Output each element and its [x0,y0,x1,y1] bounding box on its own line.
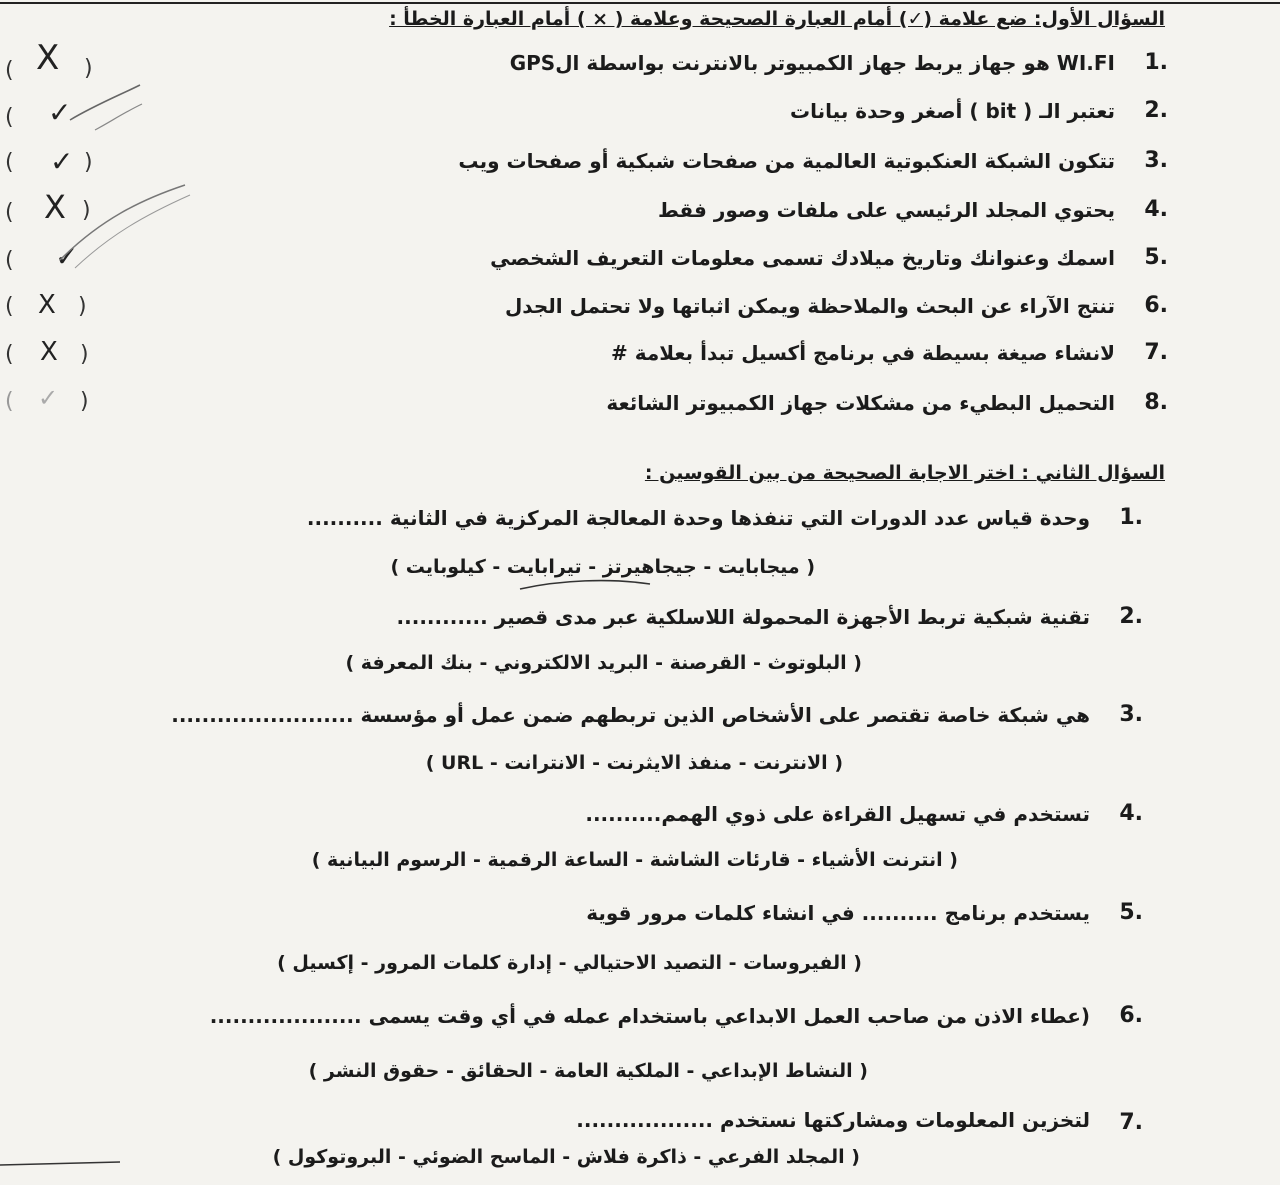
section1-item-number: 6. [1144,293,1168,318]
section1-item-text: GPSهو جهاز يربط جهاز الكمبيوتر بالانترنت بواسطة ال WI.FI [509,51,1115,75]
pencil-stroke [60,185,185,260]
pencil-stroke [95,104,142,130]
section1-item-text: التحميل البطيء من مشكلات جهاز الكمبيوتر الشائعة [606,391,1115,415]
pencil-stroke [70,85,140,120]
section1-item-number: 5. [1144,245,1168,270]
section1-heading: السؤال الأول: ضع علامة (✓) أمام العبارة الصحيحة وعلامة ( × ) أمام العبارة الخطأ : [389,8,1165,30]
section2-options: ( الفيروسات - التصيد الاحتيالي - إدارة كلمات المرور - إكسيل ) [277,952,862,974]
answer-mark: ✓ [50,145,74,178]
pencil-stroke [0,1162,120,1165]
section1-item-text: تعتبر الـ ( bit ) أصغر وحدة بيانات [790,99,1115,123]
section2-item-text: (عطاء الاذن من صاحب العمل الابداعي باستخدام عمله في أي وقت يسمى .................... [209,1004,1090,1028]
section2-item-text: تستخدم في تسهيل القراءة على ذوي الهمم.......... [585,802,1090,826]
section2-item-number: 5. [1119,900,1143,925]
section1-item-number: 7. [1144,340,1168,365]
section2-item-text: تقنية شبكية تربط الأجهزة المحمولة اللاسلكية عبر مدى قصير ............ [396,605,1090,629]
section2-options: ( البلوتوث - القرصنة - البريد الالكتروني - بنك المعرفة ) [345,652,862,674]
section1-item-text: يحتوي المجلد الرئيسي على ملفات وصور فقط [657,198,1115,222]
section1-item-number: 1. [1144,50,1168,75]
section2-item-text: وحدة قياس عدد الدورات التي تنفذها وحدة المعالجة المركزية في الثانية .......... [306,506,1090,530]
answer-mark: ✓ [48,96,72,129]
section2-item-text: يستخدم برنامج .......... في انشاء كلمات مرور قوية [586,901,1090,925]
section1-item-text: لانشاء صيغة بسيطة في برنامج أكسيل تبدأ بعلامة # [610,341,1115,365]
section2-item-number: 1. [1119,505,1143,530]
section2-options: ( الانترنت - منفذ الايثرنت - الانترانت - URL ) [425,752,843,774]
answer-mark: ✓ [38,384,59,412]
answer-underline [520,581,650,589]
section2-item-number: 2. [1119,604,1143,629]
section2-item-number: 4. [1119,801,1143,826]
section1-item-number: 4. [1144,197,1168,222]
section2-item-number: 7. [1119,1110,1143,1135]
section2-heading: السؤال الثاني : اختر الاجابة الصحيحة من بين القوسين : [644,462,1165,484]
section2-options: ( المجلد الفرعي - ذاكرة فلاش - الماسح الضوئي - البروتوكول ) [272,1146,860,1168]
section2-options: ( النشاط الإبداعي - الملكية العامة - الحقائق - حقوق النشر ) [308,1060,868,1082]
answer-mark: X [36,38,60,78]
section2-item-number: 6. [1119,1003,1143,1028]
section2-item-number: 3. [1119,702,1143,727]
section2-options: ( ميجابايت - جيجاهيرتز - تيرابايت - كيلوبايت ) [390,556,815,578]
section1-item-text: تنتج الآراء عن البحث والملاحظة ويمكن اثباتها ولا تحتمل الجدل [504,294,1115,318]
answer-mark: X [44,188,66,226]
answer-mark: ✓ [55,240,79,273]
exam-page: السؤال الأول: ضع علامة (✓) أمام العبارة الصحيحة وعلامة ( × ) أمام العبارة الخطأ : 1. GPSهو جهاز يربط جهاز الكمبيوتر بالانترنت بواسطة ال WI.FI 2. تعتبر الـ ( bit ) أصغر وحدة بيانات 3. تتكون الشبكة العنكبوتية العالمية من صفحات شبكية أو صفحات ويب 4. يحتوي المجلد الرئيسي على ملفات وصور فقط 5. اسمك وعنوانك وتاريخ ميلادك تسمى معلومات التعريف الشخصي 6. تنتج الآراء عن البحث والملاحظة ويمكن اثباتها ولا تحتمل الجدل 7. لانشاء صيغة بسيطة في برنامج أكسيل تبدأ بعلامة # 8. التحميل البطيء من مشكلات جهاز الكمبيوتر الشائعة ( X ) ( ✓ ( ✓ ) ( X ) ( ✓ ( X ) ( X ) ( ✓ ) السؤال الثاني : اختر الاجابة الصحيحة من بين القوسين : 1. وحدة قياس عدد الدورات التي تنفذها وحدة المعالجة المركزية في الثانية .......... ( ميجابايت - جيجاهيرتز - تيرابايت - كيلوبايت ) 2. تقنية شبكية تربط الأجهزة المحمولة اللاسلكية عبر مدى قصير ............ ( البلوتوث - القرصنة - البريد الالكتروني - بنك المعرفة ) 3. هي شبكة خاصة تقتصر على الأشخاص الذين تربطهم ضمن عمل أو مؤسسة ........................ ( الانترنت - منفذ الايثرنت - الانترانت - URL ) 4. تستخدم في تسهيل القراءة على ذوي الهمم.......... ( انترنت الأشياء - قارئات الشاشة - الساعة الرقمية - الرسوم البيانية ) 5. يستخدم برنامج .......... في انشاء كلمات مرور قوية ( الفيروسات - التصيد الاحتيالي - إدارة كلمات المرور - إكسيل ) 6. (عطاء الاذن من صاحب العمل الابداعي باستخدام عمله في أي وقت يسمى .................... ( النشاط الإبداعي - الملكية العامة - الحقائق - حقوق النشر ) 7. لتخزين المعلومات ومشاركتها نستخدم .................. ( المجلد الفرعي - ذاكرة فلاش - الماسح الضوئي - البروتوكول ) [0,0,1280,1185]
section1-item-number: 2. [1144,98,1168,123]
section2-item-text: هي شبكة خاصة تقتصر على الأشخاص الذين تربطهم ضمن عمل أو مؤسسة ........................ [171,703,1090,727]
section2-item-text: لتخزين المعلومات ومشاركتها نستخدم .................. [576,1108,1090,1132]
answer-mark: X [38,290,56,320]
answer-mark: X [40,337,58,367]
section1-item-text: تتكون الشبكة العنكبوتية العالمية من صفحات شبكية أو صفحات ويب [458,149,1115,173]
section1-item-number: 8. [1144,390,1168,415]
section1-item-text: اسمك وعنوانك وتاريخ ميلادك تسمى معلومات التعريف الشخصي [490,246,1115,270]
section1-item-number: 3. [1144,148,1168,173]
section2-options: ( انترنت الأشياء - قارئات الشاشة - الساعة الرقمية - الرسوم البيانية ) [311,849,958,871]
